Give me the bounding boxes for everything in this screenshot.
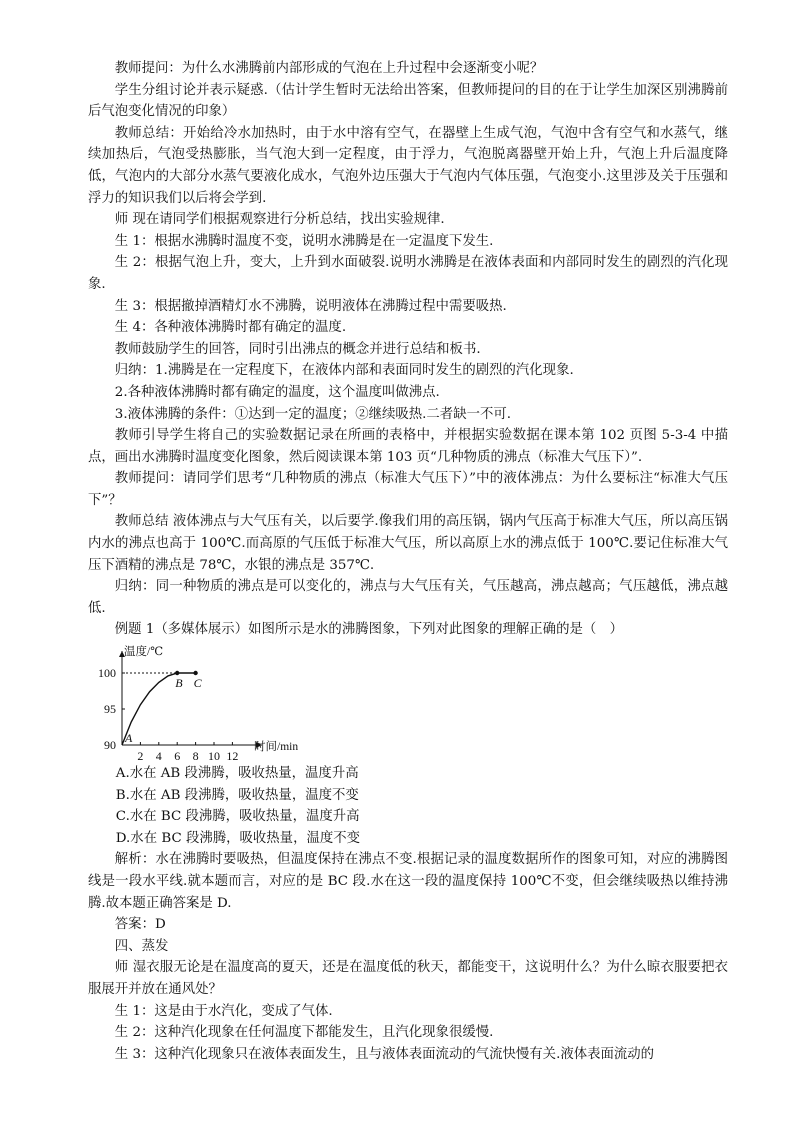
point-c <box>193 671 197 675</box>
option-a: A.水在 AB 段沸腾，吸收热量，温度升高 <box>115 766 359 782</box>
paragraph-teacher-guide: 教师引导学生将自己的实验数据记录在所画的表格中，并根据实验数据在课本第 102 页图 5-3-4 中描点，画出水沸腾时温度变化图象，然后阅读课本第 103 页“几种物质的沸点（标准大气压下）”. <box>88 428 728 465</box>
paragraph-example-1: 例题 1（多媒体展示）如图所示是水的沸腾图象，下列对此图象的理解正确的是（ ） <box>114 622 624 638</box>
y-axis-label: 温度/℃ <box>124 646 164 659</box>
paragraph-student-4: 生 4：各种液体沸腾时都有确定的温度. <box>114 320 347 336</box>
paragraph-student-2: 生 2：根据气泡上升，变大，上升到水面破裂.说明水沸腾是在液体表面和内部同时发生的剧烈的汽化现象. <box>88 255 728 292</box>
temperature-curve <box>122 673 196 745</box>
paragraph-student-3b: 生 3：这种汽化现象只在液体表面发生，且与液体表面流动的气流快慢有关.液体表面流动的 <box>114 1046 655 1062</box>
paragraph-teacher-question-2: 教师提问：请同学们思考“几种物质的沸点（标准大气压下）”中的液体沸点：为什么要标注“标准大气压下”？ <box>88 471 728 508</box>
y-tick-label: 90 <box>104 738 116 753</box>
option-c: C.水在 BC 段沸腾，吸收热量，温度升高 <box>115 809 360 825</box>
section-heading-evaporation: 四、蒸发 <box>114 938 169 954</box>
paragraph-student-discussion: 学生分组讨论并表示疑惑.（估计学生暂时无法给出答案，但教师提问的目的在于让学生加深区别沸腾前后气泡变化情况的印象） <box>88 82 728 120</box>
x-tick-label: 2 <box>137 749 144 764</box>
x-tick-label: 4 <box>155 749 162 764</box>
paragraph-student-3: 生 3：根据撤掉酒精灯水不沸腾，说明液体在沸腾过程中需要吸热. <box>114 298 507 314</box>
paragraph-conclusion-1: 归纳：1.沸腾是在一定程度下，在液体内部和表面同时发生的剧烈的汽化现象. <box>114 363 574 379</box>
paragraph-student-1: 生 1：根据水沸腾时温度不变，说明水沸腾是在一定温度下发生. <box>114 233 494 249</box>
paragraph-teacher-instruction: 师 现在请同学们根据观察进行分析总结，找出实验规律. <box>114 212 445 228</box>
paragraph-conclusion-4: 归纳：同一种物质的沸点是可以变化的，沸点与大气压有关，气压越高，沸点越高；气压越低，沸点越低. <box>88 579 728 616</box>
point-label-c: C <box>193 676 202 691</box>
option-b: B.水在 AB 段沸腾，吸收热量，温度不变 <box>115 787 359 803</box>
document-page <box>88 58 728 1065</box>
y-tick-label: 100 <box>98 666 116 681</box>
option-d: D.水在 BC 段沸腾，吸收热量，温度不变 <box>115 830 361 846</box>
paragraph-teacher-encourage: 教师鼓励学生的回答，同时引出沸点的概念并进行总结和板书. <box>114 341 481 357</box>
paragraph-teacher-summary: 教师总结：开始给冷水加热时，由于水中溶有空气，在器壁上生成气泡，气泡中含有空气和水蒸气，继续加热后，气泡受热膨胀，当气泡大到一定程度，由于浮力，气泡脱离器壁开始上升，气泡上升后温度降低，气泡内的大部分水蒸气要液化成水，气泡外边压强大于气泡内气体压强，气泡变小.这里涉及关于压强和浮力的知识我们以后将会学到. <box>88 125 728 206</box>
y-tick-label: 95 <box>104 702 116 717</box>
x-tick-label: 6 <box>174 749 181 764</box>
paragraph-analysis: 解析：水在沸腾时要吸热，但温度保持在沸点不变.根据记录的温度数据所作的图象可知，对应的沸腾图线是一段水平线.就本题而言，对应的是 BC 段.水在这一段的温度保持 100℃不变，但会继续吸热以维持沸腾.故本题正确答案是 D. <box>88 852 728 911</box>
paragraph-student-2b: 生 2：这种汽化现象在任何温度下都能发生，且汽化现象很缓慢. <box>114 1025 494 1041</box>
paragraph-teacher-question: 教师提问：为什么水沸腾前内部形成的气泡在上升过程中会逐渐变小呢？ <box>114 61 544 76</box>
paragraph-teacher-question-3: 师 湿衣服无论是在温度高的夏天，还是在温度低的秋天，都能变干，这说明什么？为什么晾衣服要把衣服展开并放在通风处？ <box>88 960 728 997</box>
paragraph-student-1b: 生 1：这是由于水汽化，变成了气体. <box>114 1003 333 1019</box>
point-b <box>175 671 179 675</box>
paragraph-conclusion-3: 3.液体沸腾的条件：①达到一定的温度；②继续吸热.二者缺一不可. <box>114 406 512 422</box>
x-axis-label: 时间/min <box>254 741 299 754</box>
point-label-a: A <box>125 731 133 746</box>
boiling-chart <box>88 643 348 764</box>
point-label-b: B <box>175 676 183 691</box>
paragraph-conclusion-2: 2.各种液体沸腾时都有确定的温度，这个温度叫做沸点. <box>114 384 440 400</box>
paragraph-answer: 答案：D <box>114 917 166 933</box>
paragraph-teacher-summary-2: 教师总结 液体沸点与大气压有关，以后要学.像我们用的高压锅，锅内气压高于标准大气压，所以高压锅内水的沸点也高于 100℃.而高原的气压低于标准大气压，所以高原上水的沸点低于 100℃.要记住标准大气压下酒精的沸点是 78℃，水银的沸点是 357℃. <box>88 514 728 573</box>
x-tick-label: 12 <box>226 749 239 764</box>
x-tick-label: 10 <box>208 749 220 764</box>
boiling-chart-svg <box>88 643 348 764</box>
x-tick-label: 8 <box>192 749 199 764</box>
